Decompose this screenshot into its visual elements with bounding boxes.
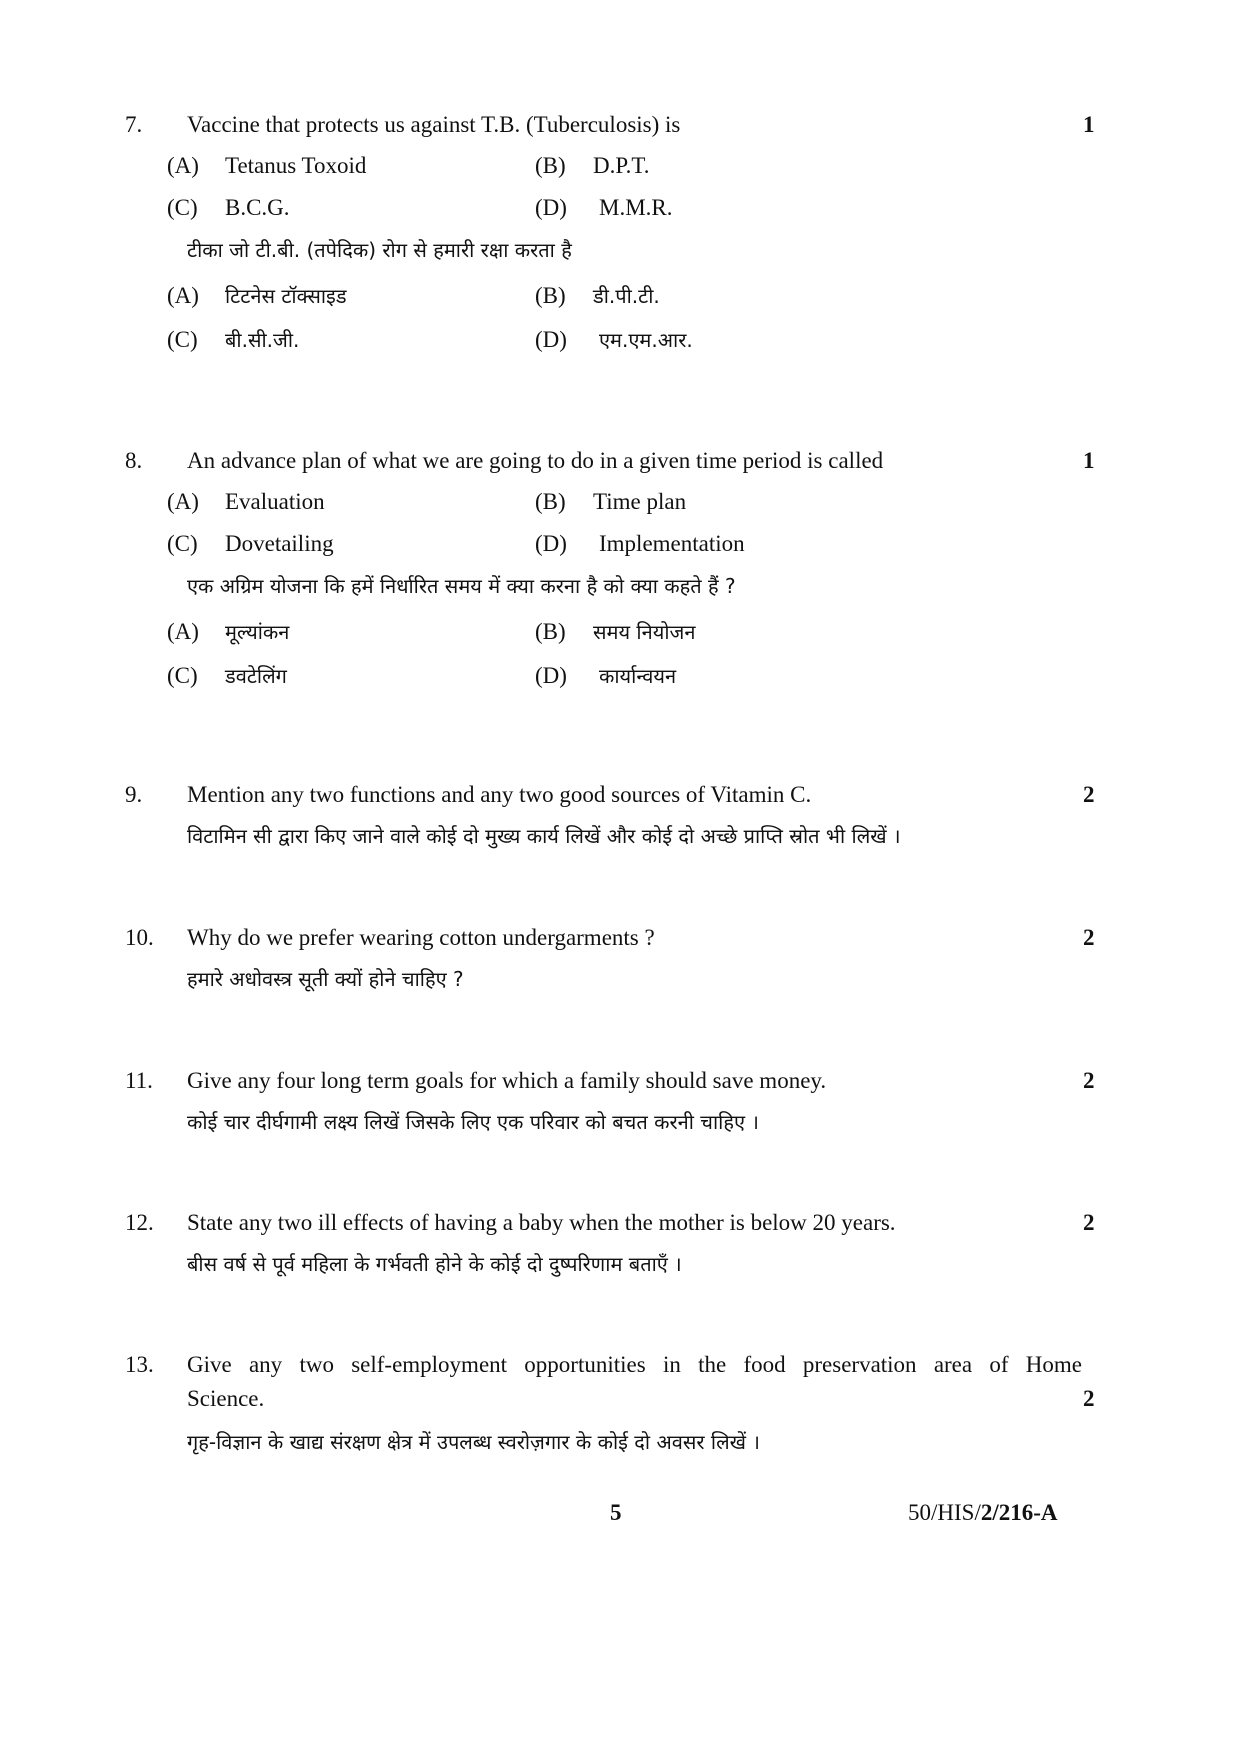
question-number: 13. [125,1352,154,1377]
question-number: 10. [125,925,154,950]
option-b-en: (B) Time plan [535,489,687,514]
option-c-hi: (C) बी.सी.जी. [167,327,300,352]
option-d-hi: (D) एम.एम.आर. [535,327,693,352]
question-text-hi: गृह-विज्ञान के खाद्य संरक्षण क्षेत्र में उपलब्ध स्वरोज़गार के कोई दो अवसर लिखें । [187,1430,760,1454]
question-text-hi: हमारे अधोवस्त्र सूती क्यों होने चाहिए ? [187,967,464,991]
question-13 [125,1352,1100,1462]
question-text-en: Vaccine that protects us against T.B. (Tuberculosis) is [187,112,681,137]
question-11 [125,1068,1100,1148]
marks: 2 [1083,1210,1095,1235]
question-8 [125,448,1100,688]
paper-code [908,1500,1058,1526]
option-a-hi: (A) मूल्यांकन [167,619,290,644]
option-a-en: (A) Evaluation [167,489,325,514]
question-text-hi: कोई चार दीर्घगामी लक्ष्य लिखें जिसके लिए एक परिवार को बचत करनी चाहिए । [187,1110,759,1134]
question-text-en: An advance plan of what we are going to do in a given time period is called [187,448,884,473]
question-number: 12. [125,1210,154,1235]
marks: 1 [1083,112,1095,137]
question-number: 11. [125,1068,153,1093]
question-text-en: Why do we prefer wearing cotton undergarments ? [187,925,655,950]
question-10 [125,925,1100,1005]
paper-code-suffix: 2/216-A [980,1500,1058,1525]
option-b-en: (B) D.P.T. [535,153,650,178]
option-d-en: (D) Implementation [535,531,745,556]
question-text-hi: बीस वर्ष से पूर्व महिला के गर्भवती होने के कोई दो दुष्परिणाम बताएँ । [187,1252,682,1276]
option-d-hi: (D) कार्यान्वयन [535,663,677,688]
option-c-en: (C) B.C.G. [167,195,290,220]
question-9 [125,782,1100,862]
marks: 1 [1083,448,1095,473]
question-number: 7. [125,112,143,137]
question-text-en: Mention any two functions and any two good sources of Vitamin C. [187,782,812,807]
question-12 [125,1210,1100,1290]
option-a-hi: (A) टिटनेस टॉक्साइड [167,283,347,308]
paper-code-prefix: 50/HIS/ [908,1500,981,1525]
question-7 [125,112,1100,352]
question-number: 9. [125,782,143,807]
option-b-hi: (B) समय नियोजन [535,619,696,644]
question-text-hi: विटामिन सी द्वारा किए जाने वाले कोई दो मुख्य कार्य लिखें और कोई दो अच्छे प्राप्ति स्रोत भी लिखें । [187,824,901,848]
question-text-en: State any two ill effects of having a baby when the mother is below 20 years. [187,1210,896,1235]
option-c-en: (C) Dovetailing [167,531,334,556]
page-number: 5 [610,1500,622,1525]
option-b-hi: (B) डी.पी.टी. [535,283,660,308]
question-number: 8. [125,448,143,473]
question-text-en: Give any four long term goals for which a family should save money. [187,1068,827,1093]
marks: 2 [1083,925,1095,950]
marks: 2 [1083,1068,1095,1093]
question-text-en-line1: Give any two self-employment opportunities in the food preservation area of Home [187,1352,1082,1377]
option-a-en: (A) Tetanus Toxoid [167,153,367,178]
question-text-hi: टीका जो टी.बी. (तपेदिक) रोग से हमारी रक्षा करता है [187,238,572,262]
option-d-en: (D) M.M.R. [535,195,673,220]
marks: 2 [1083,1386,1095,1411]
option-c-hi: (C) डवटेलिंग [167,663,287,688]
marks: 2 [1083,782,1095,807]
question-text-en-line2: Science. [187,1386,265,1411]
question-text-hi: एक अग्रिम योजना कि हमें निर्धारित समय में क्या करना है को क्या कहते हैं ? [187,574,736,598]
